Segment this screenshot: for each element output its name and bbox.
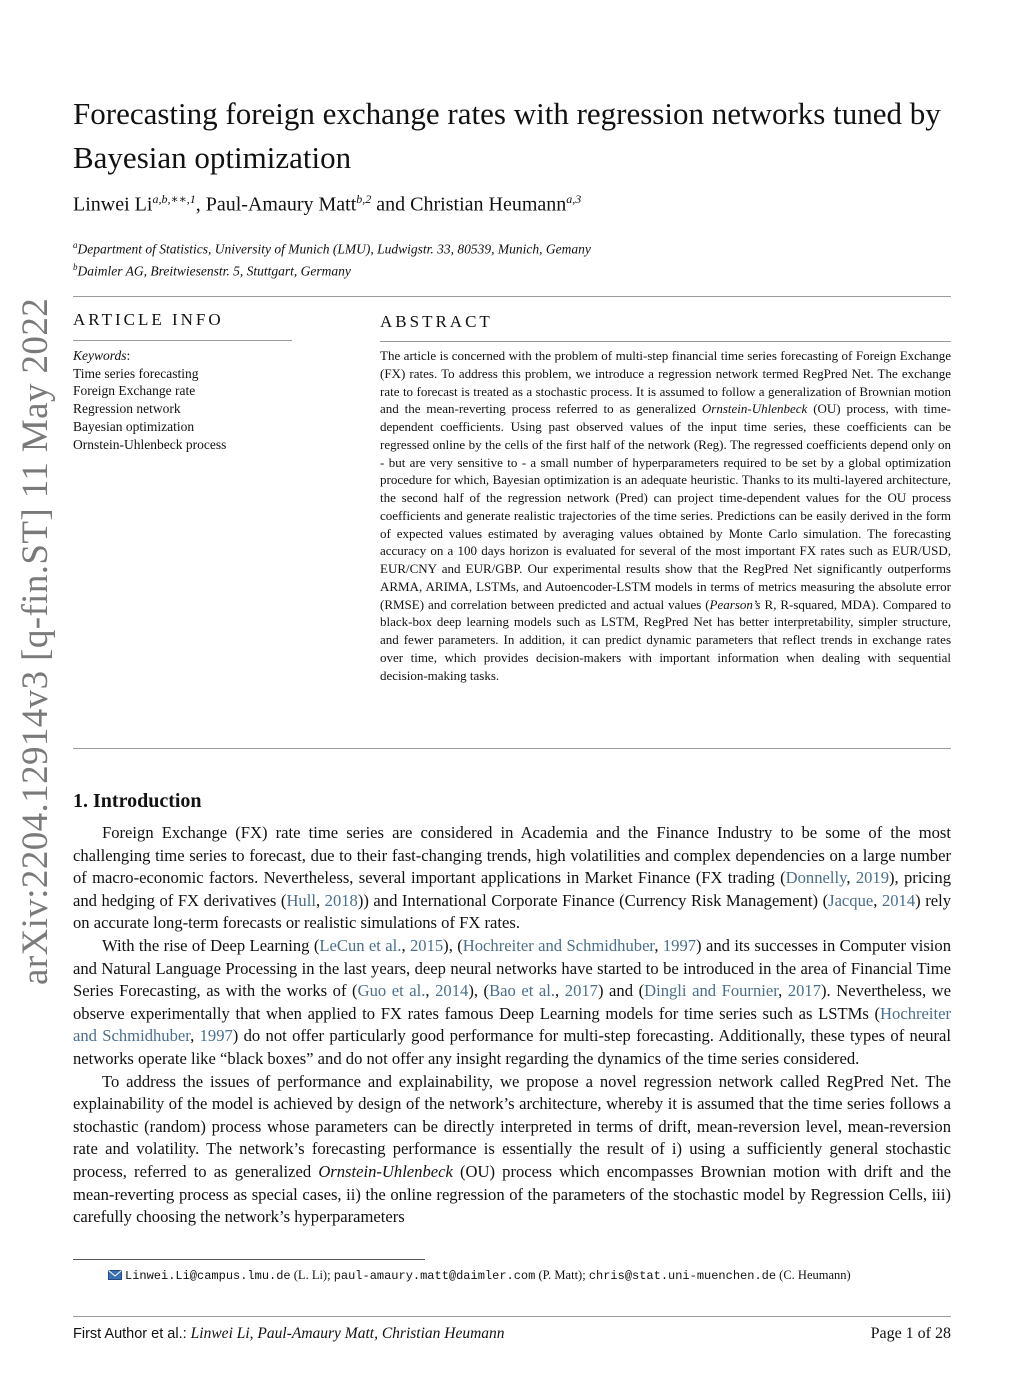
citation-link[interactable]: Hochreiter and Schmidhuber	[73, 1003, 951, 1046]
citation-link[interactable]: 2014	[881, 890, 916, 910]
citation-link[interactable]: 2018	[324, 890, 358, 910]
divider	[73, 748, 951, 749]
citation-link[interactable]: 2017	[787, 981, 821, 1001]
keyword: Regression network	[73, 401, 181, 417]
footnote: Linwei.Li@campus.lmu.de (L. Li); paul-amaury.matt@daimler.com (P. Matt); chris@stat.uni-muenchen.de (C. Heumann)	[108, 1268, 851, 1283]
envelope-icon	[108, 1270, 122, 1280]
section-heading: 1. Introduction	[73, 790, 202, 812]
email-link[interactable]: Linwei.Li@campus.lmu.de	[125, 1269, 291, 1283]
citation-link[interactable]: 1997	[199, 1026, 233, 1046]
citation-link[interactable]: LeCun et al.	[319, 935, 402, 955]
author-superscript: a,3	[566, 192, 582, 206]
citation-link[interactable]: Dingli and Fournier	[644, 981, 779, 1001]
keywords-label: Keywords	[73, 348, 127, 363]
author-superscript: b,2	[356, 192, 372, 206]
citation-link[interactable]: Guo et al.	[357, 981, 426, 1001]
affiliation: $^a$Department of Statistics, University of Munich (LMU), Ludwigstr. 33, 80539, Munich, Gemany	[73, 240, 591, 257]
citation-link[interactable]: 1997	[662, 935, 697, 955]
intro-body	[73, 822, 951, 1229]
paragraph: With the rise of Deep Learning (LeCun et al., 2015), (Hochreiter and Schmidhuber, 1997) and its successes in Computer vision and Natural Language Processing in the last years, deep neural networks have started to be introduced in the area of Financial Time Series Forecasting, as with the works of (Guo et al., 2014), (Bao et al., 2017) and (Dingli and Fournier, 2017). Nevertheless, we observe experimentally that when applied to FX rates famous Deep Learning models for time series such as LSTMs (Hochreiter and Schmidhuber, 1997) do not offer particularly good performance for multi-step forecasting. Additionally, these types of neural networks operate like “black boxes” and do not offer any insight regarding the dynamics of the time series considered.	[73, 935, 952, 1068]
email-link[interactable]: paul-amaury.matt@daimler.com	[333, 1269, 536, 1283]
running-footer: First Author et al.: Linwei Li, Paul-Amaury Matt, Christian Heumann	[73, 1325, 505, 1342]
page-number: Page 1 of 28	[870, 1325, 951, 1342]
abstract-text: The article is concerned with the problem of multi-step financial time series forecasting of Foreign Exchange (FX) rates. To address this problem, we introduce a regression network termed RegPred Net. The exchange rate to forecast is treated as a stochastic process. It is assumed to follow a generalization of Brownian motion and the mean-reverting process referred to as generalized Ornstein-Uhlenbeck (OU) process, with time-dependent coefficients. Using past observed values of the input time series, these coefficients can be regressed online by the cells of the first half of the network (Reg). The regressed coefficients depend only on - but are very sensitive to - a small number of hyperparameters required to be set by a global optimization procedure for which, Bayesian optimization is an adequate heuristic. Thanks to its multi-layered architecture, the second half of the regression network (Pred) can project time-dependent values for the OU process coefficients and generate realistic trajectories of the time series. Predictions can be easily derived in the form of expected values estimated by averaging values obtained by Monte Carlo simulation. The forecasting accuracy on a 100 days horizon is evaluated for several of the most important FX rates such as EUR/USD, EUR/CNY and EUR/GBP. Our experimental results show that the RegPred Net significantly outperforms ARMA, ARIMA, LSTMs, and Autoencoder-LSTM models in terms of metrics measuring the absolute error (RMSE) and correlation between predicted and actual values (Pearson’s R, R-squared, MDA). Compared to black-box deep learning models such as LSTM, RegPred Net has better interpretability, simpler structure, and fewer parameters. In addition, it can predict dynamic parameters that reflect trends in exchange rates over time, which provides decision-makers with important information when dealing with sequential decision-making tasks.	[380, 348, 952, 683]
keyword: Time series forecasting	[73, 365, 199, 381]
article-info-heading: ARTICLE INFO	[73, 310, 224, 329]
citation-link[interactable]: Jacque	[828, 890, 874, 910]
citation-link[interactable]: Bao et al.	[489, 981, 556, 1001]
citation-link[interactable]: 2017	[564, 981, 598, 1001]
divider	[73, 1316, 951, 1317]
keyword: Bayesian optimization	[73, 418, 195, 434]
author-name: Paul-Amaury Matt	[205, 193, 357, 216]
citation-link[interactable]: 2014	[435, 981, 469, 1001]
author-name: Christian Heumann	[410, 193, 567, 216]
divider	[73, 296, 951, 297]
citation-link[interactable]: Donnelly	[785, 868, 847, 888]
footnote-divider	[73, 1259, 425, 1260]
arxiv-stamp: arXiv:2204.12914v3 [q-fin.ST] 11 May 2022	[15, 297, 56, 985]
author-list: Linwei $Li^{a,b,∗∗,1}$, Paul-Amaury Matt$^{b,2}$ and Christian Heumann$^{a,3}$	[73, 192, 582, 216]
citation-link[interactable]: 2019	[855, 868, 890, 888]
keyword: Foreign Exchange rate	[73, 383, 196, 399]
paragraph: Foreign Exchange (FX) rate time series are considered in Academia and the Finance Industry to be some of the most challenging time series to forecast, due to their fast-changing trends, high volatilities and complex dependencies on a large number of macro-economic factors. Nevertheless, several important applications in Market Finance (FX trading (Donnelly, 2019), pricing and hedging of FX derivatives (Hull, 2018)) and International Corporate Finance (Currency Risk Management) (Jacque, 2014) rely on accurate long-term forecasts or realistic simulations of FX rates.	[73, 823, 952, 933]
paragraph: To address the issues of performance and explainability, we propose a novel regression network called RegPred Net. The explainability of the model is achieved by design of the network’s architecture, whereby it is assumed that the time series follows a stochastic (random) process whose parameters can be directly interpreted in terms of drift, mean-reversion level, mean-reversion rate and volatility. The network’s forecasting performance is essentially the result of i) using a sufficiently general stochastic process, referred to as generalized Ornstein-Uhlenbeck (OU) process which encompasses Brownian motion with drift and the mean-reverting process as special cases, ii) the online regression of the parameters of the stochastic model by Regression Cells, iii) carefully choosing the network’s hyperparameters	[73, 1071, 952, 1227]
divider	[73, 340, 292, 341]
author-superscript: a,b,∗∗,1	[152, 192, 196, 206]
email-link[interactable]: chris@stat.uni-muenchen.de	[588, 1269, 777, 1283]
author-name: Linwei Li	[73, 193, 153, 216]
citation-link[interactable]: Hull	[286, 890, 316, 910]
citation-link[interactable]: 2015	[409, 935, 444, 955]
affiliation: $^b$Daimler AG, Breitwiesenstr. 5, Stuttgart, Germany	[73, 262, 351, 279]
abstract-heading: ABSTRACT	[380, 312, 493, 331]
keyword: Ornstein-Uhlenbeck process	[73, 436, 227, 452]
paper-title: Forecasting foreign exchange rates with regression networks tuned by Bayesian optimization	[73, 96, 941, 175]
citation-link[interactable]: Hochreiter and Schmidhuber	[462, 935, 655, 955]
keywords-block: Keywords: Time series forecasting Foreign Exchange rate Regression network Bayesian optimization Ornstein-Uhlenbeck process	[73, 347, 293, 453]
divider	[380, 341, 951, 342]
